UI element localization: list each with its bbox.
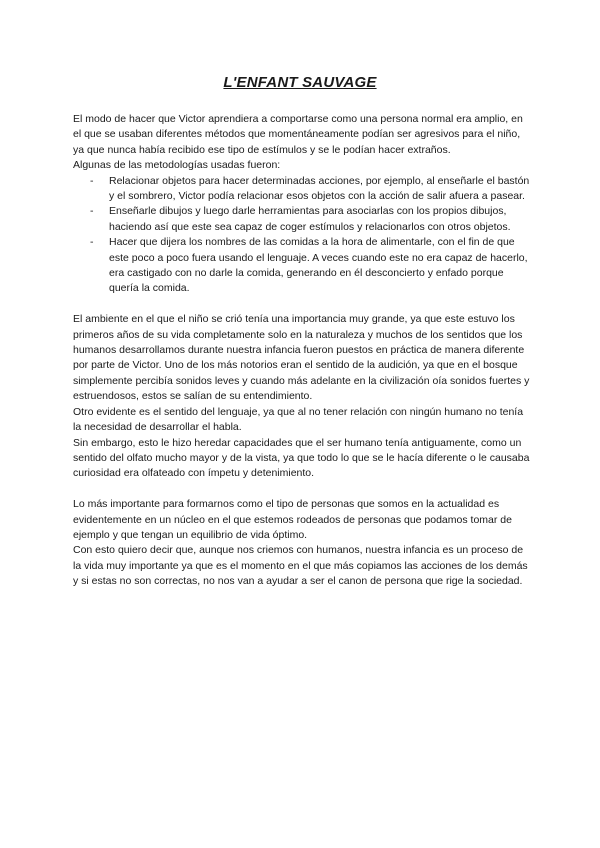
environment-paragraph: El ambiente en el que el niño se crió tenía una importancia muy grande, ya que este estuvo los primeros años de su vida completamente solo en la naturaleza y muchos de los sentidos que los humanos desarrollamos durante nuestra infancia fueron puestos en práctica de manera diferente por parte de Victor. Uno de los más notorios eran el sentido de la audición, ya que en el bosque simplemente percibía sonidos leves y cuando más adelante en la civilización oía sonidos fuertes y estruendosos, estos se salían de su entendimiento. (73, 313, 530, 403)
dash-bullet: - (90, 236, 94, 249)
list-item (73, 235, 533, 297)
intro-paragraph: El modo de hacer que Victor aprendiera a comportarse como una persona normal era amplio, en el que se usaban diferentes métodos que momentáneamente podían ser agresivos para el niño, ya que nunca había recibido ese tipo de estímulos y se le podían hacer extraños. (73, 113, 523, 156)
methods-lead-in: Algunas de las metodologías usadas fueron: (73, 159, 281, 172)
list-item-text: Enseñarle dibujos y luego darle herramientas para asociarlas con los propios dibujos, haciendo así que este sea capaz de coger estímulos y relacionarlos con otros objetos. (109, 205, 511, 233)
conclusion-paragraph: Lo más importante para formarnos como el tipo de personas que somos en la actualidad es evidentemente en un núcleo en el que estemos rodeados de personas que podamos tomar de ejemplo y que tengan un equilibrio de vida óptimo. (73, 498, 512, 541)
senses-paragraph: Sin embargo, esto le hizo heredar capacidades que el ser humano tenía antiguamente, como un sentido del olfato mucho mayor y de la vista, ya que todo lo que se le hacía diferente o le causaba curiosidad era olfateado con ímpetu y detenimiento. (73, 436, 530, 480)
list-item-text: Relacionar objetos para hacer determinadas acciones, por ejemplo, al enseñarle el bastón y el sombrero, Victor podía relacionar esos objetos con la acción de salir afuera a pasear. (109, 174, 530, 203)
dash-bullet: - (90, 205, 94, 218)
list-item (73, 174, 533, 205)
list-item (73, 204, 533, 235)
paragraph-gap (73, 297, 533, 312)
list-item-text: Hacer que dijera los nombres de las comidas a la hora de alimentarle, con el fin de que este poco a poco fuera usando el lenguaje. A veces cuando este no era capaz de hacerlo, era castigado con no darle la comida, generando en él desconcierto y enfado porque quería la comida. (109, 236, 528, 295)
document-body (73, 112, 533, 590)
methods-list (73, 174, 533, 297)
document-title: L'ENFANT SAUVAGE (223, 74, 377, 91)
paragraph-gap (73, 482, 533, 497)
dash-bullet: - (90, 174, 94, 187)
language-paragraph: Otro evidente es el sentido del lenguaje, ya que al no tener relación con ningún humano no tenía la necesidad de desarrollar el habla. (73, 405, 524, 434)
closing-paragraph: Con esto quiero decir que, aunque nos criemos con humanos, nuestra infancia es un proceso de la vida muy importante ya que es el momento en el que más copiamos las acciones de los demás y si estas no son correctas, no nos van a ayudar a ser el canon de persona que rige la sociedad. (73, 544, 528, 588)
